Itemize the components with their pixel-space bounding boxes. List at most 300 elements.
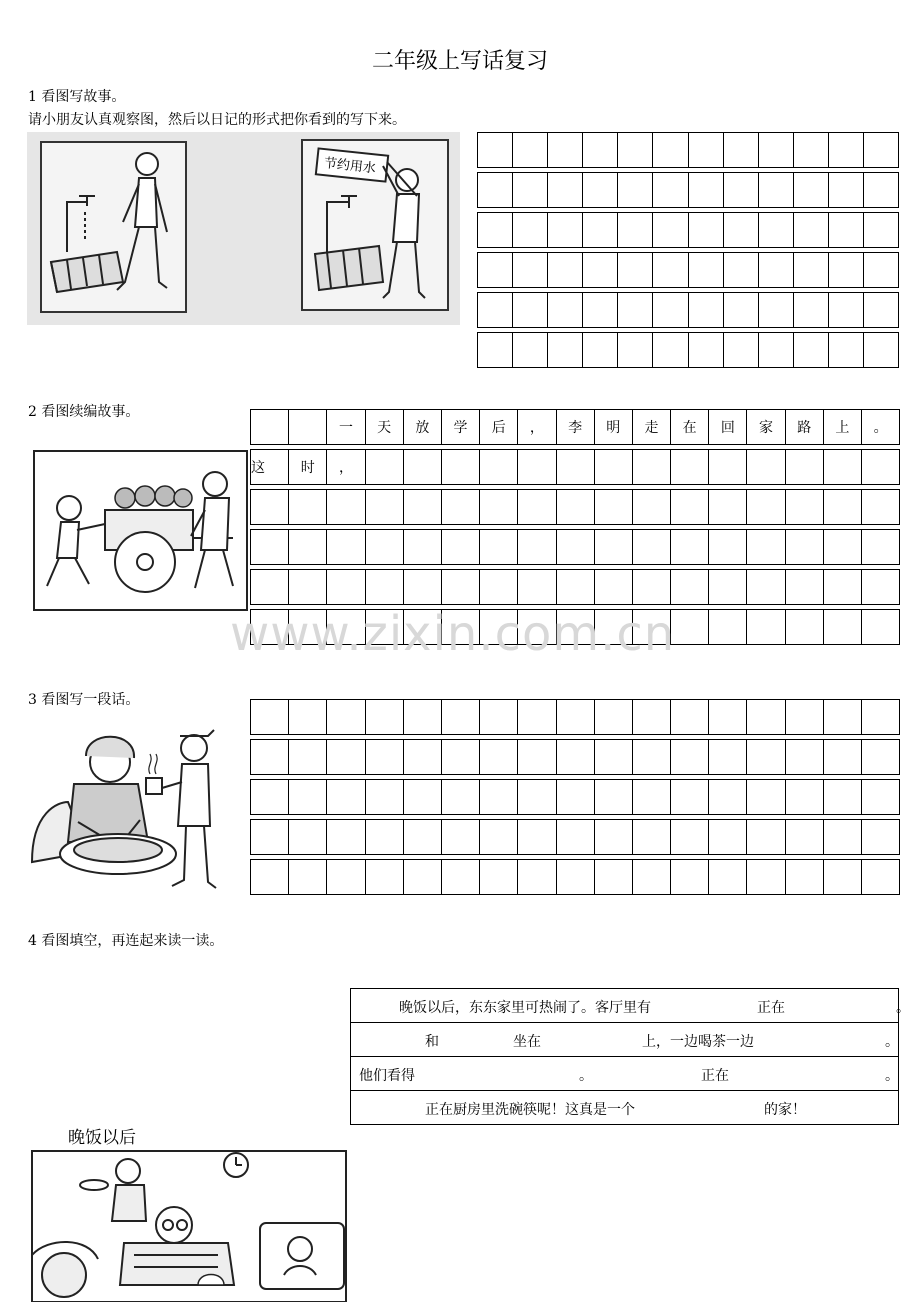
grid-cell[interactable] bbox=[828, 253, 863, 288]
grid-cell[interactable] bbox=[709, 740, 747, 775]
grid-cell[interactable] bbox=[478, 293, 513, 328]
page-title: 二年级上写话复习 bbox=[371, 49, 548, 74]
grid-cell[interactable] bbox=[828, 133, 863, 168]
grid-cell[interactable] bbox=[327, 490, 365, 525]
grid-cell[interactable] bbox=[785, 530, 823, 565]
watermark: www.zixin.com.cn bbox=[230, 606, 676, 662]
grid-cell[interactable] bbox=[862, 740, 900, 775]
grid-cell[interactable] bbox=[758, 293, 793, 328]
grid-cell[interactable] bbox=[365, 490, 403, 525]
grid-cell[interactable] bbox=[785, 820, 823, 855]
grid-cell[interactable]: 放 bbox=[403, 410, 441, 445]
q4-picture bbox=[28, 1125, 350, 1302]
grid-cell[interactable] bbox=[862, 610, 900, 645]
grid-cell[interactable] bbox=[618, 333, 653, 368]
grid-cell[interactable] bbox=[441, 860, 479, 895]
grid-cell[interactable] bbox=[793, 333, 828, 368]
grid-cell[interactable] bbox=[709, 610, 747, 645]
grid-cell[interactable] bbox=[709, 700, 747, 735]
grid-cell[interactable] bbox=[441, 570, 479, 605]
grid-cell[interactable] bbox=[709, 490, 747, 525]
grid-cell[interactable] bbox=[862, 700, 900, 735]
grid-cell[interactable] bbox=[653, 333, 688, 368]
grid-cell[interactable]: 明 bbox=[594, 410, 632, 445]
grid-cell[interactable] bbox=[862, 820, 900, 855]
grid-cell[interactable] bbox=[785, 860, 823, 895]
grid-cell[interactable] bbox=[365, 740, 403, 775]
grid-cell[interactable] bbox=[441, 740, 479, 775]
grid-cell[interactable] bbox=[618, 293, 653, 328]
grid-cell[interactable] bbox=[823, 610, 861, 645]
grid-cell[interactable] bbox=[289, 700, 327, 735]
grid-row bbox=[478, 173, 899, 208]
grid-cell[interactable] bbox=[688, 173, 723, 208]
fill-line-3 bbox=[351, 1057, 899, 1091]
grid-cell[interactable] bbox=[518, 740, 556, 775]
grid-row bbox=[251, 740, 900, 775]
grid-cell[interactable] bbox=[747, 740, 785, 775]
grid-cell[interactable] bbox=[289, 740, 327, 775]
grid-cell[interactable] bbox=[251, 780, 289, 815]
grid-cell[interactable] bbox=[823, 860, 861, 895]
grid-cell[interactable] bbox=[823, 490, 861, 525]
grid-cell[interactable] bbox=[251, 820, 289, 855]
grid-cell[interactable]: 在 bbox=[671, 410, 709, 445]
grid-cell[interactable] bbox=[556, 490, 594, 525]
grid-cell[interactable] bbox=[403, 490, 441, 525]
grid-cell[interactable] bbox=[862, 450, 900, 485]
grid-cell[interactable] bbox=[793, 253, 828, 288]
grid-cell[interactable] bbox=[556, 570, 594, 605]
grid-cell[interactable] bbox=[583, 213, 618, 248]
grid-cell[interactable] bbox=[864, 133, 899, 168]
grid-cell[interactable] bbox=[480, 780, 518, 815]
grid-row bbox=[478, 333, 899, 368]
grid-cell[interactable] bbox=[583, 253, 618, 288]
q4-heading: 4 看图填空，再连起来读一读。 bbox=[28, 933, 224, 949]
grid-cell[interactable] bbox=[327, 700, 365, 735]
grid-cell[interactable] bbox=[478, 333, 513, 368]
grid-cell[interactable] bbox=[747, 780, 785, 815]
grid-cell[interactable] bbox=[478, 213, 513, 248]
grid-cell[interactable] bbox=[365, 820, 403, 855]
basin-icon bbox=[60, 834, 176, 874]
grid-cell[interactable] bbox=[289, 820, 327, 855]
line1-text-c: 。 bbox=[896, 1000, 910, 1016]
grid-cell[interactable] bbox=[671, 530, 709, 565]
grid-cell[interactable] bbox=[723, 213, 758, 248]
grid-cell[interactable]: 天 bbox=[365, 410, 403, 445]
grid-cell[interactable] bbox=[365, 860, 403, 895]
q3-picture bbox=[28, 722, 228, 894]
grid-cell[interactable] bbox=[403, 860, 441, 895]
grid-cell[interactable] bbox=[793, 173, 828, 208]
grid-cell[interactable] bbox=[862, 860, 900, 895]
grid-cell[interactable] bbox=[618, 133, 653, 168]
grid-cell[interactable]: ， bbox=[518, 410, 556, 445]
q1-instruction: 请小朋友认真观察图，然后以日记的形式把你看到的写下来。 bbox=[28, 112, 406, 128]
grid-cell[interactable] bbox=[518, 860, 556, 895]
grid-cell[interactable] bbox=[513, 333, 548, 368]
grid-cell[interactable] bbox=[709, 450, 747, 485]
grid-cell[interactable] bbox=[289, 530, 327, 565]
grid-cell[interactable] bbox=[548, 293, 583, 328]
grid-cell[interactable] bbox=[594, 740, 632, 775]
grid-cell[interactable] bbox=[556, 530, 594, 565]
grid-cell[interactable] bbox=[747, 820, 785, 855]
grid-cell[interactable] bbox=[548, 213, 583, 248]
grid-cell[interactable]: 后 bbox=[480, 410, 518, 445]
q1-heading: 1 看图写故事。 bbox=[28, 89, 126, 105]
grid-cell[interactable] bbox=[785, 700, 823, 735]
grid-cell[interactable] bbox=[671, 490, 709, 525]
grid-cell[interactable] bbox=[758, 213, 793, 248]
grid-cell[interactable] bbox=[327, 780, 365, 815]
grid-row bbox=[251, 570, 900, 605]
grid-cell[interactable]: 回 bbox=[709, 410, 747, 445]
grid-cell[interactable]: 学 bbox=[441, 410, 479, 445]
grid-cell[interactable] bbox=[671, 700, 709, 735]
grid-cell[interactable] bbox=[828, 333, 863, 368]
grid-cell[interactable] bbox=[671, 570, 709, 605]
grid-cell[interactable] bbox=[289, 570, 327, 605]
grid-cell[interactable] bbox=[251, 860, 289, 895]
clock-icon bbox=[224, 1153, 248, 1177]
grid-cell[interactable] bbox=[403, 450, 441, 485]
grid-cell[interactable] bbox=[862, 490, 900, 525]
grid-cell[interactable] bbox=[723, 133, 758, 168]
grid-cell[interactable] bbox=[548, 133, 583, 168]
grid-cell[interactable] bbox=[478, 133, 513, 168]
grid-cell[interactable] bbox=[518, 780, 556, 815]
basin-icon bbox=[315, 246, 383, 290]
grid-cell[interactable] bbox=[251, 490, 289, 525]
grid-cell[interactable] bbox=[709, 530, 747, 565]
grid-cell[interactable] bbox=[862, 570, 900, 605]
grid-cell[interactable] bbox=[823, 820, 861, 855]
grid-cell[interactable] bbox=[518, 450, 556, 485]
grid-row bbox=[251, 490, 900, 525]
grid-cell[interactable] bbox=[823, 780, 861, 815]
grid-cell[interactable] bbox=[653, 253, 688, 288]
grid-cell[interactable] bbox=[688, 333, 723, 368]
grid-cell[interactable] bbox=[556, 780, 594, 815]
line2-text-c: 上，一边喝茶一边 bbox=[642, 1034, 754, 1050]
grid-cell[interactable] bbox=[583, 333, 618, 368]
grid-cell[interactable] bbox=[403, 700, 441, 735]
grid-cell[interactable]: 家 bbox=[747, 410, 785, 445]
grid-row bbox=[251, 700, 900, 735]
grid-cell[interactable] bbox=[632, 490, 670, 525]
grid-cell[interactable]: 时 bbox=[289, 450, 327, 485]
grid-cell[interactable] bbox=[747, 860, 785, 895]
grid-cell[interactable] bbox=[823, 450, 861, 485]
grid-cell[interactable]: 李 bbox=[556, 410, 594, 445]
grid-cell[interactable] bbox=[785, 490, 823, 525]
grid-cell[interactable] bbox=[785, 610, 823, 645]
grid-cell[interactable] bbox=[403, 570, 441, 605]
grid-cell[interactable] bbox=[480, 450, 518, 485]
grid-cell[interactable] bbox=[671, 740, 709, 775]
grid-cell[interactable] bbox=[480, 700, 518, 735]
grid-cell[interactable] bbox=[548, 173, 583, 208]
grid-cell[interactable] bbox=[583, 133, 618, 168]
grid-cell[interactable] bbox=[862, 530, 900, 565]
grid-cell[interactable] bbox=[723, 293, 758, 328]
grid-row bbox=[478, 293, 899, 328]
grid-cell[interactable] bbox=[747, 610, 785, 645]
grid-cell[interactable] bbox=[403, 780, 441, 815]
q3-writing-grid[interactable] bbox=[250, 699, 900, 895]
grid-cell[interactable] bbox=[864, 173, 899, 208]
grid-cell[interactable] bbox=[556, 450, 594, 485]
grid-cell[interactable] bbox=[709, 780, 747, 815]
grid-cell[interactable] bbox=[653, 173, 688, 208]
sign-text: 节约用水 bbox=[323, 156, 377, 177]
grid-cell[interactable] bbox=[823, 530, 861, 565]
grid-cell[interactable] bbox=[862, 780, 900, 815]
q4-fill-in-box bbox=[350, 988, 910, 1125]
grid-cell[interactable] bbox=[758, 253, 793, 288]
grid-row bbox=[251, 530, 900, 565]
line1-text-a: 晚饭以后，东东家里可热闹了。客厅里有 bbox=[399, 1000, 651, 1016]
grid-cell[interactable] bbox=[864, 253, 899, 288]
grid-cell[interactable]: 这 bbox=[251, 450, 289, 485]
grid-row bbox=[251, 860, 900, 895]
grid-cell[interactable] bbox=[583, 293, 618, 328]
grid-cell[interactable] bbox=[365, 530, 403, 565]
grid-cell[interactable] bbox=[747, 450, 785, 485]
line4-text-a: 正在厨房里洗碗筷呢！这真是一个 bbox=[425, 1102, 635, 1118]
grid-cell[interactable] bbox=[828, 173, 863, 208]
grid-cell[interactable] bbox=[513, 293, 548, 328]
grid-row bbox=[251, 450, 900, 485]
grid-cell[interactable] bbox=[478, 173, 513, 208]
grid-cell[interactable] bbox=[653, 213, 688, 248]
grid-cell[interactable]: 上 bbox=[823, 410, 861, 445]
grid-cell[interactable] bbox=[594, 490, 632, 525]
grid-cell[interactable] bbox=[480, 740, 518, 775]
grid-cell[interactable] bbox=[583, 173, 618, 208]
grid-row bbox=[251, 820, 900, 855]
grid-cell[interactable] bbox=[327, 740, 365, 775]
grid-cell[interactable] bbox=[441, 780, 479, 815]
grid-cell[interactable] bbox=[365, 700, 403, 735]
grid-cell[interactable] bbox=[594, 820, 632, 855]
grid-cell[interactable] bbox=[723, 253, 758, 288]
grid-cell[interactable] bbox=[688, 213, 723, 248]
grid-cell[interactable] bbox=[594, 700, 632, 735]
grid-cell[interactable] bbox=[403, 530, 441, 565]
grid-row bbox=[478, 213, 899, 248]
grid-cell[interactable] bbox=[251, 700, 289, 735]
q4-picture-title: 晚饭以后 bbox=[68, 1128, 136, 1148]
grid-cell[interactable] bbox=[518, 530, 556, 565]
grid-cell[interactable] bbox=[327, 820, 365, 855]
grid-cell[interactable] bbox=[747, 570, 785, 605]
line3-text-c: 正在 bbox=[701, 1068, 729, 1084]
grid-cell[interactable] bbox=[518, 490, 556, 525]
grid-cell[interactable] bbox=[251, 410, 289, 445]
grid-cell[interactable] bbox=[594, 450, 632, 485]
grid-row bbox=[251, 780, 900, 815]
grid-cell[interactable]: 。 bbox=[862, 410, 900, 445]
grid-cell[interactable] bbox=[632, 780, 670, 815]
grid-cell[interactable] bbox=[480, 860, 518, 895]
grid-cell[interactable] bbox=[671, 860, 709, 895]
grid-cell[interactable] bbox=[441, 450, 479, 485]
grid-cell[interactable] bbox=[327, 570, 365, 605]
grid-cell[interactable] bbox=[723, 333, 758, 368]
grid-cell[interactable] bbox=[441, 820, 479, 855]
grid-cell[interactable] bbox=[632, 820, 670, 855]
grid-cell[interactable] bbox=[513, 253, 548, 288]
line3-text-b: 。 bbox=[579, 1068, 593, 1084]
line2-text-a: 和 bbox=[425, 1034, 439, 1050]
grid-cell[interactable] bbox=[828, 293, 863, 328]
grid-cell[interactable] bbox=[513, 213, 548, 248]
grid-cell[interactable] bbox=[632, 860, 670, 895]
grid-cell[interactable] bbox=[758, 173, 793, 208]
grid-cell[interactable] bbox=[594, 860, 632, 895]
q3-heading: 3 看图写一段话。 bbox=[28, 692, 140, 708]
grid-cell[interactable] bbox=[671, 610, 709, 645]
grid-cell[interactable] bbox=[480, 530, 518, 565]
grid-cell[interactable] bbox=[548, 333, 583, 368]
grid-cell[interactable] bbox=[758, 133, 793, 168]
grid-cell[interactable] bbox=[289, 860, 327, 895]
grid-cell[interactable] bbox=[618, 213, 653, 248]
grid-cell[interactable] bbox=[688, 253, 723, 288]
grid-cell[interactable] bbox=[289, 490, 327, 525]
grid-cell[interactable] bbox=[513, 173, 548, 208]
grid-cell[interactable] bbox=[594, 780, 632, 815]
q1-picture bbox=[27, 132, 460, 325]
grid-cell[interactable] bbox=[793, 293, 828, 328]
fill-line-2 bbox=[351, 1023, 899, 1057]
grid-cell[interactable] bbox=[518, 820, 556, 855]
grid-cell[interactable] bbox=[758, 333, 793, 368]
grid-cell[interactable] bbox=[548, 253, 583, 288]
grid-cell[interactable] bbox=[478, 253, 513, 288]
grid-cell[interactable] bbox=[828, 213, 863, 248]
grid-row bbox=[478, 133, 899, 168]
grid-cell[interactable] bbox=[723, 173, 758, 208]
grid-cell[interactable] bbox=[709, 570, 747, 605]
grid-cell[interactable] bbox=[441, 490, 479, 525]
line2-text-b: 坐在 bbox=[513, 1034, 541, 1050]
grid-cell[interactable] bbox=[480, 490, 518, 525]
fill-line-1 bbox=[351, 989, 899, 1023]
grid-cell[interactable] bbox=[251, 570, 289, 605]
grid-cell[interactable] bbox=[653, 133, 688, 168]
grid-cell[interactable] bbox=[289, 410, 327, 445]
grid-cell[interactable] bbox=[556, 700, 594, 735]
grid-cell[interactable] bbox=[688, 293, 723, 328]
grid-cell[interactable] bbox=[671, 820, 709, 855]
grid-row bbox=[478, 253, 899, 288]
grid-cell[interactable] bbox=[632, 450, 670, 485]
grid-cell[interactable] bbox=[513, 133, 548, 168]
grid-cell[interactable] bbox=[441, 530, 479, 565]
grid-cell[interactable]: 一 bbox=[327, 410, 365, 445]
grid-cell[interactable] bbox=[653, 293, 688, 328]
grid-cell[interactable] bbox=[747, 530, 785, 565]
grid-cell[interactable] bbox=[632, 700, 670, 735]
grid-cell[interactable] bbox=[365, 450, 403, 485]
grid-cell[interactable] bbox=[403, 740, 441, 775]
grid-cell[interactable] bbox=[441, 700, 479, 735]
grid-cell[interactable] bbox=[632, 530, 670, 565]
tv-icon bbox=[260, 1223, 344, 1289]
grid-cell[interactable] bbox=[632, 570, 670, 605]
grid-cell[interactable] bbox=[327, 860, 365, 895]
grid-cell[interactable] bbox=[823, 570, 861, 605]
line2-text-d: 。 bbox=[885, 1034, 899, 1050]
q2-heading: 2 看图续编故事。 bbox=[28, 404, 140, 420]
grid-cell[interactable] bbox=[864, 293, 899, 328]
grid-cell[interactable] bbox=[518, 570, 556, 605]
grid-cell[interactable] bbox=[556, 860, 594, 895]
grid-cell[interactable] bbox=[785, 450, 823, 485]
line3-text-a: 他们看得 bbox=[359, 1068, 415, 1084]
grid-cell[interactable] bbox=[864, 213, 899, 248]
grid-cell[interactable] bbox=[864, 333, 899, 368]
grid-cell[interactable] bbox=[365, 780, 403, 815]
grid-cell[interactable] bbox=[251, 530, 289, 565]
grid-cell[interactable] bbox=[709, 860, 747, 895]
grid-cell[interactable] bbox=[594, 570, 632, 605]
grid-cell[interactable] bbox=[671, 780, 709, 815]
grid-cell[interactable] bbox=[785, 570, 823, 605]
grid-cell[interactable] bbox=[823, 700, 861, 735]
grid-cell[interactable] bbox=[747, 490, 785, 525]
grid-cell[interactable] bbox=[785, 780, 823, 815]
q1-writing-grid[interactable] bbox=[477, 132, 899, 368]
q2-picture bbox=[33, 450, 248, 611]
grid-cell[interactable] bbox=[793, 133, 828, 168]
grid-cell[interactable]: ， bbox=[327, 450, 365, 485]
grid-cell[interactable] bbox=[365, 570, 403, 605]
grid-cell[interactable] bbox=[793, 213, 828, 248]
grid-cell[interactable] bbox=[709, 820, 747, 855]
grid-cell[interactable] bbox=[671, 450, 709, 485]
grid-cell[interactable] bbox=[251, 740, 289, 775]
grid-cell[interactable] bbox=[747, 700, 785, 735]
grid-cell[interactable] bbox=[823, 740, 861, 775]
grid-cell[interactable] bbox=[618, 173, 653, 208]
grid-cell[interactable] bbox=[556, 740, 594, 775]
grid-cell[interactable] bbox=[594, 530, 632, 565]
grid-cell[interactable]: 走 bbox=[632, 410, 670, 445]
grid-cell[interactable] bbox=[785, 740, 823, 775]
grid-cell[interactable] bbox=[632, 740, 670, 775]
grid-cell[interactable] bbox=[618, 253, 653, 288]
grid-cell[interactable] bbox=[403, 820, 441, 855]
grid-cell[interactable] bbox=[480, 820, 518, 855]
grid-cell[interactable] bbox=[518, 700, 556, 735]
line4-text-b: 的家！ bbox=[764, 1102, 806, 1118]
grid-cell[interactable] bbox=[688, 133, 723, 168]
grid-row bbox=[251, 410, 900, 445]
grid-cell[interactable] bbox=[480, 570, 518, 605]
grid-cell[interactable] bbox=[327, 530, 365, 565]
grid-cell[interactable] bbox=[289, 780, 327, 815]
grid-cell[interactable] bbox=[556, 820, 594, 855]
grid-cell[interactable]: 路 bbox=[785, 410, 823, 445]
line3-text-d: 。 bbox=[885, 1068, 899, 1084]
fill-line-4 bbox=[351, 1091, 899, 1125]
